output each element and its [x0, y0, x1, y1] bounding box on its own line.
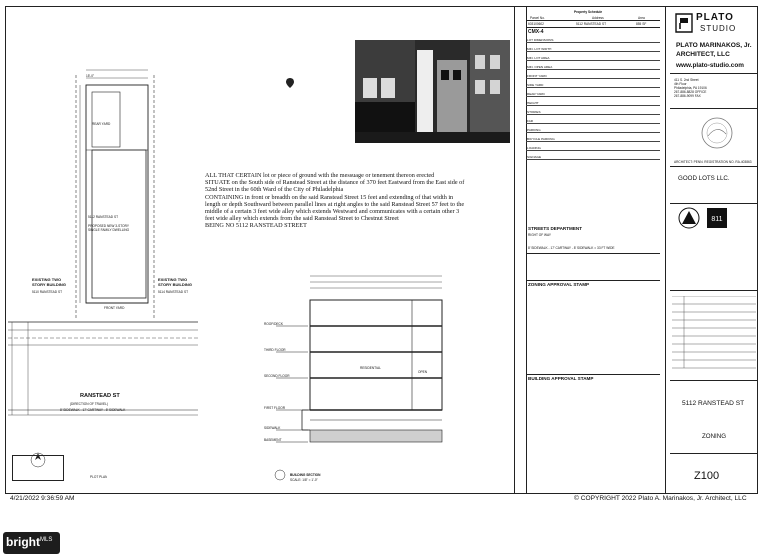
print-timestamp: 4/21/2022 9:36:59 AM [10, 495, 75, 502]
watermark-bar [0, 528, 765, 556]
schedule-row: MIN. LOT WIDTH [526, 47, 660, 52]
proposed-note: PROPOSED NEW 3-STORY SINGLE FAMILY DWELLING [88, 224, 130, 232]
legal-line-7: feet wide alley which extends from the said Ranstead Street to Chestnut Street [205, 215, 399, 223]
firm-name: PLATO MARINAKOS, Jr. [676, 42, 752, 49]
sheet-number: Z100 [694, 470, 720, 482]
schedule-row: HEIGHT [526, 101, 660, 106]
address-right: 5114 RANSTEAD ST [158, 290, 189, 294]
sidewalk-note: 8' SIDEWALK - 17' CARTWAY - 8' SIDEWALK [60, 408, 126, 412]
schedule-parcel: 603100602 [528, 22, 544, 26]
schedule-row: PARKING [526, 128, 660, 133]
schedule-row: LOT DIMENSIONS [526, 38, 660, 43]
rear-yard-label: REAR YARD [92, 122, 111, 126]
level-roof: ROOF/DECK [264, 322, 283, 326]
bright-suffix: MLS [40, 537, 53, 543]
sheet-footer [0, 494, 765, 506]
level-third: THIRD FLOOR [264, 348, 286, 352]
street-row: 8' SIDEWALK - 17' CARTWAY - 8' SIDEWALK = 33 FT WIDE [528, 246, 615, 250]
level-sidewalk: SIDEWALK [264, 426, 281, 430]
section-label: BUILDING SECTION [290, 473, 321, 477]
street-name: RANSTEAD ST [80, 393, 120, 399]
registration: ARCHITECT: PENN. REGISTRATION NO. RA-403863 [674, 160, 752, 164]
project-address: 5112 RANSTEAD ST [682, 400, 745, 407]
title-block [670, 8, 758, 494]
site-photo [355, 40, 510, 143]
schedule-row: REAR YARD [526, 92, 660, 97]
existing-building-right: EXISTING TWO STORY BUILDING [158, 277, 192, 287]
section-scale: SCALE: 1/8" = 1'-0" [290, 478, 318, 482]
revision-table [672, 296, 756, 376]
brand-line2: STUDIO [700, 24, 737, 33]
brand-line1: PLATO [696, 12, 734, 23]
street-direction: (DIRECTION OF TRAVEL) [70, 402, 108, 406]
address-line-5: 267-886-9099 FAX [674, 94, 701, 98]
address-left: 5110 RANSTEAD ST [32, 290, 63, 294]
approved-stamp-box [12, 455, 64, 481]
lot-address-label: 5112 RANSTEAD ST [88, 215, 119, 219]
schedule-row: LOADING [526, 146, 660, 151]
address-line-3: Philadelphia, PA 19106 [674, 86, 707, 90]
legal-line-4: CONTAINING in front or breadth on the said Ranstead Street 15 feet and extending of that width in [205, 193, 454, 201]
schedule-col-address: Address [592, 16, 604, 20]
open-label: OPEN [418, 370, 428, 374]
schedule-zoning: CMX-4 [528, 29, 544, 35]
address-line-1: 411 S. 2nd Street [674, 78, 699, 82]
level-basement: BASEMENT [264, 438, 282, 442]
level-first: FIRST FLOOR [264, 406, 286, 410]
drawing-title: ZONING [702, 433, 727, 440]
address-line-2: 4th Floor [674, 82, 687, 86]
lot-top-dim: 15'-0" [86, 74, 95, 78]
streets-title: STREETS DEPARTMENT [528, 226, 583, 231]
residential-label: RESIDENTIAL [360, 366, 381, 370]
schedule-row: FAR [526, 119, 660, 124]
plot-plan-label: PLOT PLAN [90, 475, 108, 479]
call-811-icon [706, 207, 728, 229]
schedule-col-parcel: Parcel No. [530, 16, 545, 20]
svg-text:811: 811 [711, 216, 723, 223]
level-second: SECOND FLOOR [264, 374, 290, 378]
firm-name-2: ARCHITECT, LLC [676, 51, 730, 58]
legal-line-5: length or depth Southward between parallel lines at right angles to the said Ranstead Street 57 feet to the [205, 200, 465, 208]
legal-line-3: 52nd Street in the 60th Ward of the City of Philadelphia [205, 186, 344, 194]
client-name: GOOD LOTS LLC. [678, 175, 730, 182]
streets-sub: RIGHT OF WAY [528, 233, 551, 237]
bright-brand: bright [6, 535, 40, 549]
copyright: © COPYRIGHT 2022 Plato A. Marinakos, Jr. Architect, LLC [574, 495, 747, 502]
property-schedule [526, 8, 660, 460]
schedule-row: BICYCLE PARKING [526, 137, 660, 142]
schedule-row: SIGNAGE [526, 155, 660, 160]
legal-line-8: BEING NO 5112 RANSTEAD STREET [205, 222, 307, 230]
legal-line-6: middle of a certain 3 feet wide alley which extends Westward and communicates with a certain other 3 [205, 208, 460, 216]
legal-line-2: SITUATE on the South side of Ranstead Street at the distance of 370 feet Eastward from the East side of [205, 179, 465, 187]
schedule-row: MIN. OPEN AREA [526, 65, 660, 70]
schedule-row: FRONT YARD [526, 74, 660, 79]
legal-description [205, 172, 505, 230]
schedule-title: Property Schedule [574, 10, 603, 14]
zoning-approval-stamp: ZONING APPROVAL STAMP [528, 282, 590, 287]
schedule-row: SIDE YARD [526, 83, 660, 88]
architect-seal-icon [700, 116, 734, 150]
schedule-row: STORIES [526, 110, 660, 115]
schedule-area: 855 SF [636, 22, 647, 26]
plato-logo-icon [674, 12, 694, 34]
firm-website: www.plato-studio.com [676, 62, 744, 69]
divider-schedule-right [665, 6, 666, 494]
warning-badge-icon [678, 207, 700, 229]
building-approval-stamp: BUILDING APPROVAL STAMP [528, 376, 594, 381]
front-yard-label: FRONT YARD [104, 306, 125, 310]
schedule-address: 5112 RANSTEAD ST [576, 22, 607, 26]
schedule-col-area: Area [638, 16, 645, 20]
location-pin-icon [286, 78, 294, 88]
bright-mls-logo [3, 532, 60, 554]
existing-building-left: EXISTING TWO STORY BUILDING [32, 277, 66, 287]
divider-left [514, 6, 515, 494]
schedule-row: MIN. LOT AREA [526, 56, 660, 61]
legal-line-1: ALL THAT CERTAIN lot or piece of ground with the messuage or tenement thereon erected [205, 172, 435, 179]
address-line-4: 267-886-8828 OFFICE [674, 90, 707, 94]
